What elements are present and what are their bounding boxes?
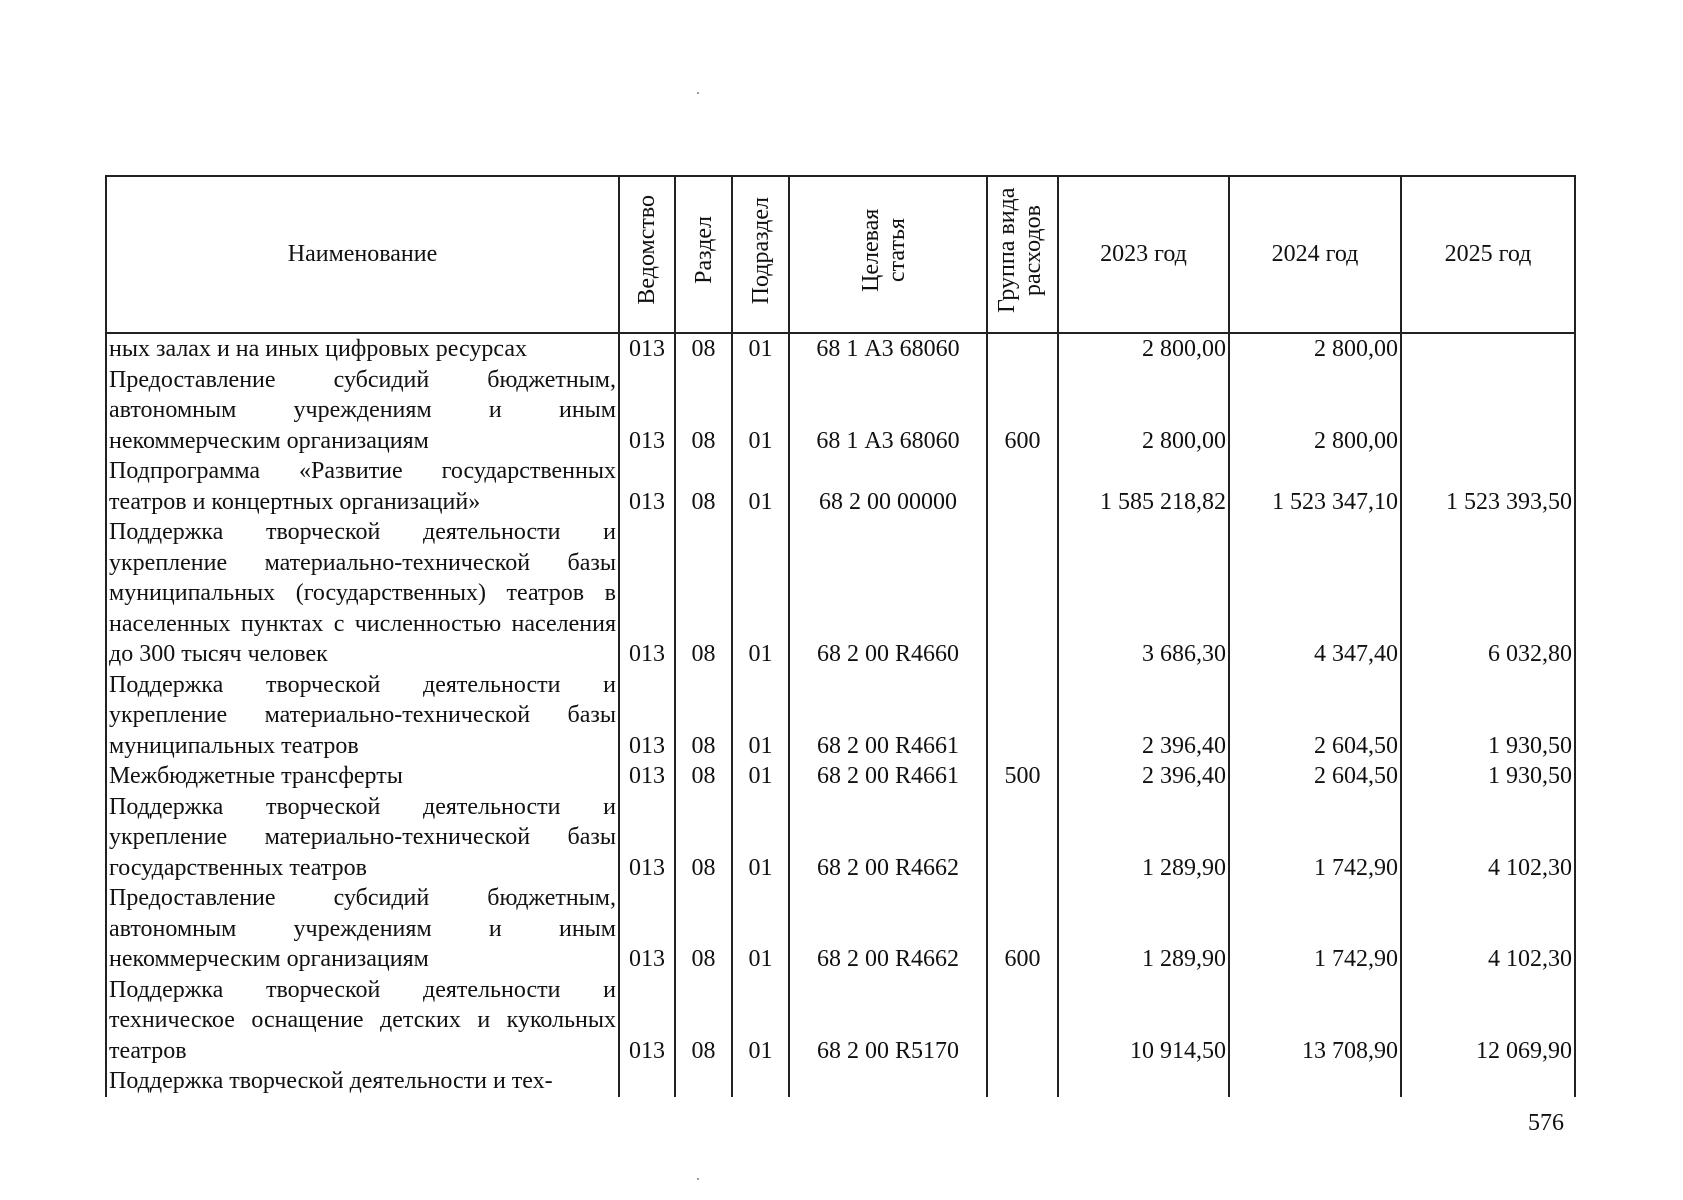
row-value-2023: 1 585 218,82: [1058, 456, 1229, 517]
row-gruppa: 600: [987, 883, 1058, 975]
row-value-2024: 4 347,40: [1229, 517, 1401, 670]
row-gruppa: [987, 517, 1058, 670]
row-podrazdel: 01: [732, 670, 789, 762]
row-vedomstvo: 013: [619, 517, 675, 670]
row-vedomstvo: 013: [619, 456, 675, 517]
row-value-2025: [1401, 1066, 1575, 1097]
row-value-2023: 2 396,40: [1058, 761, 1229, 792]
header-razdel: Раздел: [675, 176, 732, 333]
row-podrazdel: 01: [732, 456, 789, 517]
row-value-2025: [1401, 333, 1575, 365]
row-name: Поддержка творческой деятельности и укрепление материально-технической базы муниципальных театров: [106, 670, 619, 762]
scan-speck: [697, 92, 699, 94]
row-value-2024: 13 708,90: [1229, 975, 1401, 1067]
row-gruppa: [987, 975, 1058, 1067]
row-podrazdel: 01: [732, 365, 789, 457]
budget-table: [105, 175, 1576, 1097]
row-vedomstvo: 013: [619, 792, 675, 884]
row-razdel: 08: [675, 792, 732, 884]
row-value-2024: 1 742,90: [1229, 792, 1401, 884]
row-celevaya-statya: 68 2 00 R4662: [789, 792, 987, 884]
table-row: [106, 761, 1575, 792]
row-value-2023: 2 800,00: [1058, 333, 1229, 365]
row-podrazdel: 01: [732, 517, 789, 670]
row-razdel: 08: [675, 333, 732, 365]
row-value-2023: 3 686,30: [1058, 517, 1229, 670]
row-value-2023: 1 289,90: [1058, 883, 1229, 975]
row-gruppa: [987, 670, 1058, 762]
table-row: [106, 883, 1575, 975]
row-vedomstvo: 013: [619, 365, 675, 457]
row-celevaya-statya: [789, 1066, 987, 1097]
row-value-2023: 1 289,90: [1058, 792, 1229, 884]
row-celevaya-statya: 68 1 А3 68060: [789, 365, 987, 457]
row-celevaya-statya: 68 2 00 00000: [789, 456, 987, 517]
row-name: Межбюджетные трансферты: [106, 761, 619, 792]
row-value-2024: 2 604,50: [1229, 670, 1401, 762]
table-row: [106, 670, 1575, 762]
row-value-2025: 1 930,50: [1401, 761, 1575, 792]
row-name: ных залах и на иных цифровых ресурсах: [106, 333, 619, 365]
table-row: [106, 517, 1575, 670]
row-gruppa: [987, 333, 1058, 365]
row-podrazdel: [732, 1066, 789, 1097]
row-value-2025: 1 930,50: [1401, 670, 1575, 762]
row-celevaya-statya: 68 2 00 R4661: [789, 670, 987, 762]
row-value-2023: [1058, 1066, 1229, 1097]
row-vedomstvo: 013: [619, 670, 675, 762]
row-razdel: 08: [675, 975, 732, 1067]
row-celevaya-statya: 68 2 00 R4662: [789, 883, 987, 975]
row-value-2025: 6 032,80: [1401, 517, 1575, 670]
header-vedomstvo: Ведомство: [619, 176, 675, 333]
row-value-2023: 2 396,40: [1058, 670, 1229, 762]
row-vedomstvo: 013: [619, 883, 675, 975]
row-value-2024: 2 800,00: [1229, 333, 1401, 365]
table-row: [106, 333, 1575, 365]
row-vedomstvo: 013: [619, 761, 675, 792]
row-value-2024: 1 742,90: [1229, 883, 1401, 975]
row-value-2025: [1401, 365, 1575, 457]
row-celevaya-statya: 68 2 00 R4660: [789, 517, 987, 670]
row-gruppa: [987, 1066, 1058, 1097]
row-name: Поддержка творческой деятельности и укрепление материально-технической базы государственных театров: [106, 792, 619, 884]
row-razdel: 08: [675, 761, 732, 792]
row-razdel: 08: [675, 365, 732, 457]
row-value-2025: 4 102,30: [1401, 883, 1575, 975]
row-gruppa: 500: [987, 761, 1058, 792]
row-name: Поддержка творческой деятельности и укрепление материально-технической базы муниципальных (государственных) театров в населенных пунктах с численностью населения до 300 тысяч человек: [106, 517, 619, 670]
row-vedomstvo: 013: [619, 333, 675, 365]
row-razdel: 08: [675, 456, 732, 517]
row-celevaya-statya: 68 1 А3 68060: [789, 333, 987, 365]
header-name: Наименование: [106, 176, 619, 333]
row-value-2024: 1 523 347,10: [1229, 456, 1401, 517]
table-row: [106, 1066, 1575, 1097]
row-value-2023: 10 914,50: [1058, 975, 1229, 1067]
row-razdel: 08: [675, 670, 732, 762]
scan-speck: [697, 1178, 699, 1180]
row-gruppa: [987, 792, 1058, 884]
row-razdel: 08: [675, 517, 732, 670]
row-razdel: 08: [675, 883, 732, 975]
table-row: [106, 975, 1575, 1067]
row-podrazdel: 01: [732, 883, 789, 975]
row-podrazdel: 01: [732, 761, 789, 792]
row-podrazdel: 01: [732, 333, 789, 365]
table-row: [106, 792, 1575, 884]
row-name: Поддержка творческой деятельности и тех-: [106, 1066, 619, 1097]
row-value-2025: 12 069,90: [1401, 975, 1575, 1067]
table-row: [106, 456, 1575, 517]
row-podrazdel: 01: [732, 792, 789, 884]
row-vedomstvo: [619, 1066, 675, 1097]
header-gruppa-vida-rashodov: Группа вида расходов: [987, 176, 1058, 333]
header-podrazdel: Подраздел: [732, 176, 789, 333]
page-number: 576: [1528, 1110, 1564, 1136]
row-value-2025: 4 102,30: [1401, 792, 1575, 884]
row-gruppa: [987, 456, 1058, 517]
row-celevaya-statya: 68 2 00 R5170: [789, 975, 987, 1067]
table-row: [106, 365, 1575, 457]
row-razdel: [675, 1066, 732, 1097]
row-name: Предоставление субсидий бюджетным, автономным учреждениям и иным некоммерческим организациям: [106, 883, 619, 975]
header-2024: 2024 год: [1229, 176, 1401, 333]
row-value-2024: [1229, 1066, 1401, 1097]
row-name: Поддержка творческой деятельности и техническое оснащение детских и кукольных театров: [106, 975, 619, 1067]
row-vedomstvo: 013: [619, 975, 675, 1067]
row-celevaya-statya: 68 2 00 R4661: [789, 761, 987, 792]
row-name: Подпрограмма «Развитие государственных театров и концертных организаций»: [106, 456, 619, 517]
row-podrazdel: 01: [732, 975, 789, 1067]
row-value-2023: 2 800,00: [1058, 365, 1229, 457]
table-header-row: [106, 176, 1575, 333]
row-value-2024: 2 604,50: [1229, 761, 1401, 792]
row-gruppa: 600: [987, 365, 1058, 457]
header-2025: 2025 год: [1401, 176, 1575, 333]
header-2023: 2023 год: [1058, 176, 1229, 333]
row-value-2024: 2 800,00: [1229, 365, 1401, 457]
header-celevaya-statya: Целевая статья: [789, 176, 987, 333]
row-value-2025: 1 523 393,50: [1401, 456, 1575, 517]
row-name: Предоставление субсидий бюджетным, автономным учреждениям и иным некоммерческим организациям: [106, 365, 619, 457]
